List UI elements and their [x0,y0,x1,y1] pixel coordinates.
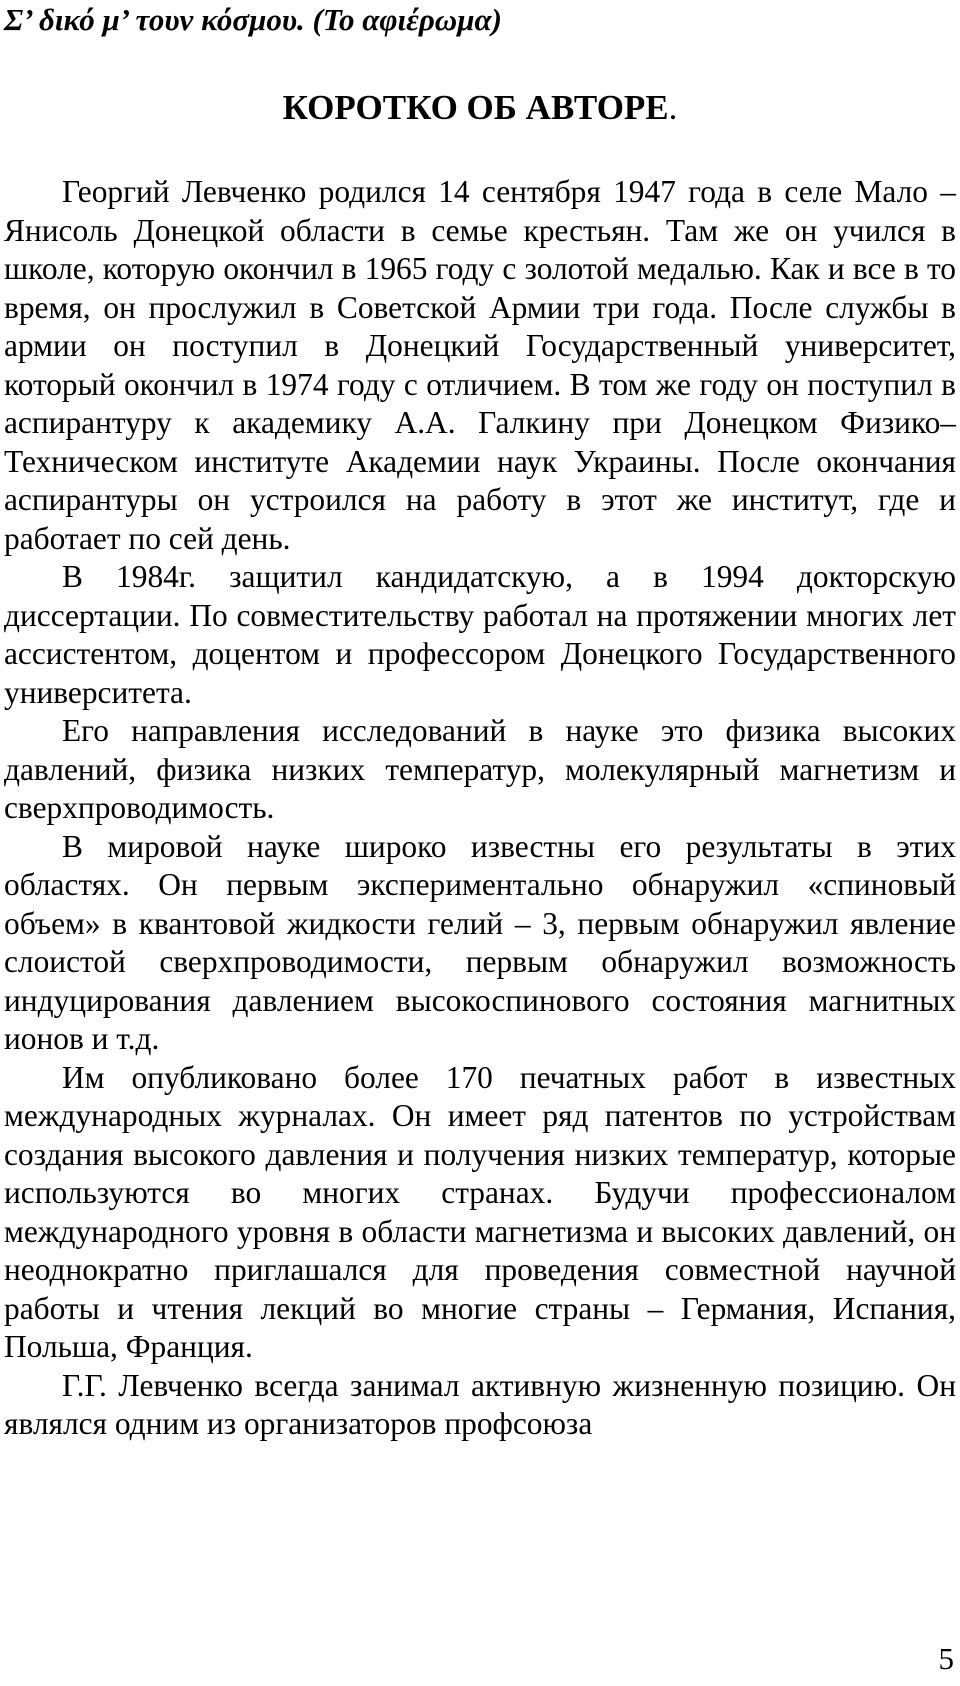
paragraph-biography: Георгий Левченко родился 14 сентября 1947 года в селе Мало – Янисоль Донецкой области в семье крестьян. Там же он учился в школе, которую окончил в 1965 году с золотой медалью. Как и все в то время, он прослужил в Советской Армии три года. После службы в армии он поступил в Донецкий Государственный университет, который окончил в 1974 году с отличием. В том же году он поступил в аспирантуру к академику А.А. Галкину при Донецком Физико–Техническом институте Академии наук Украины. После окончания аспирантуры он устроился на работу в этот же институт, где и работает по сей день. [4,174,956,556]
paragraph-publications: Им опубликовано более 170 печатных работ в известных международных журналах. Он имеет ряд патентов по устройствам создания высокого давления и получения низких температур, которые используются во многих странах. Будучи профессионалом международного уровня в области магнетизма и высоких давлений, он неоднократно приглашался для проведения совместной научной работы и чтения лекций во многие страны – Германия, Испания, Польша, Франция. [4,1059,956,1364]
section-title-dot: . [668,88,678,127]
running-header: Σ’ δικό μ’ τουν κόσμου. (Το αφιέρωμα) [4,2,502,37]
paragraph-results: В мировой науке широко известны его результаты в этих областях. Он первым экспериментально обнаружил «спиновый объем» в квантовой жидкости гелий – 3, первым обнаружил явление слоистой сверхпроводимости, первым обнаружил возможность индуцирования давлением высокоспинового состояния магнитных ионов и т.д. [4,828,956,1056]
paragraph-dissertations: В 1984г. защитил кандидатскую, а в 1994 докторскую диссертации. По совместительству работал на протяжении многих лет ассистентом, доцентом и профессором Донецкого Государственного университета. [4,559,956,710]
paragraph-research-areas: Его направления исследований в науке это физика высоких давлений, физика низких температур, молекулярный магнетизм и сверхпроводимость. [4,713,956,825]
section-title-text: КОРОТКО ОБ АВТОРЕ [282,88,669,127]
article-body [4,173,956,1444]
paragraph-civic-position: Г.Г. Левченко всегда занимал активную жизненную позицию. Он являлся одним из организаторов профсоюза [4,1367,956,1441]
section-title [0,87,960,129]
page-number: 5 [938,1641,954,1676]
